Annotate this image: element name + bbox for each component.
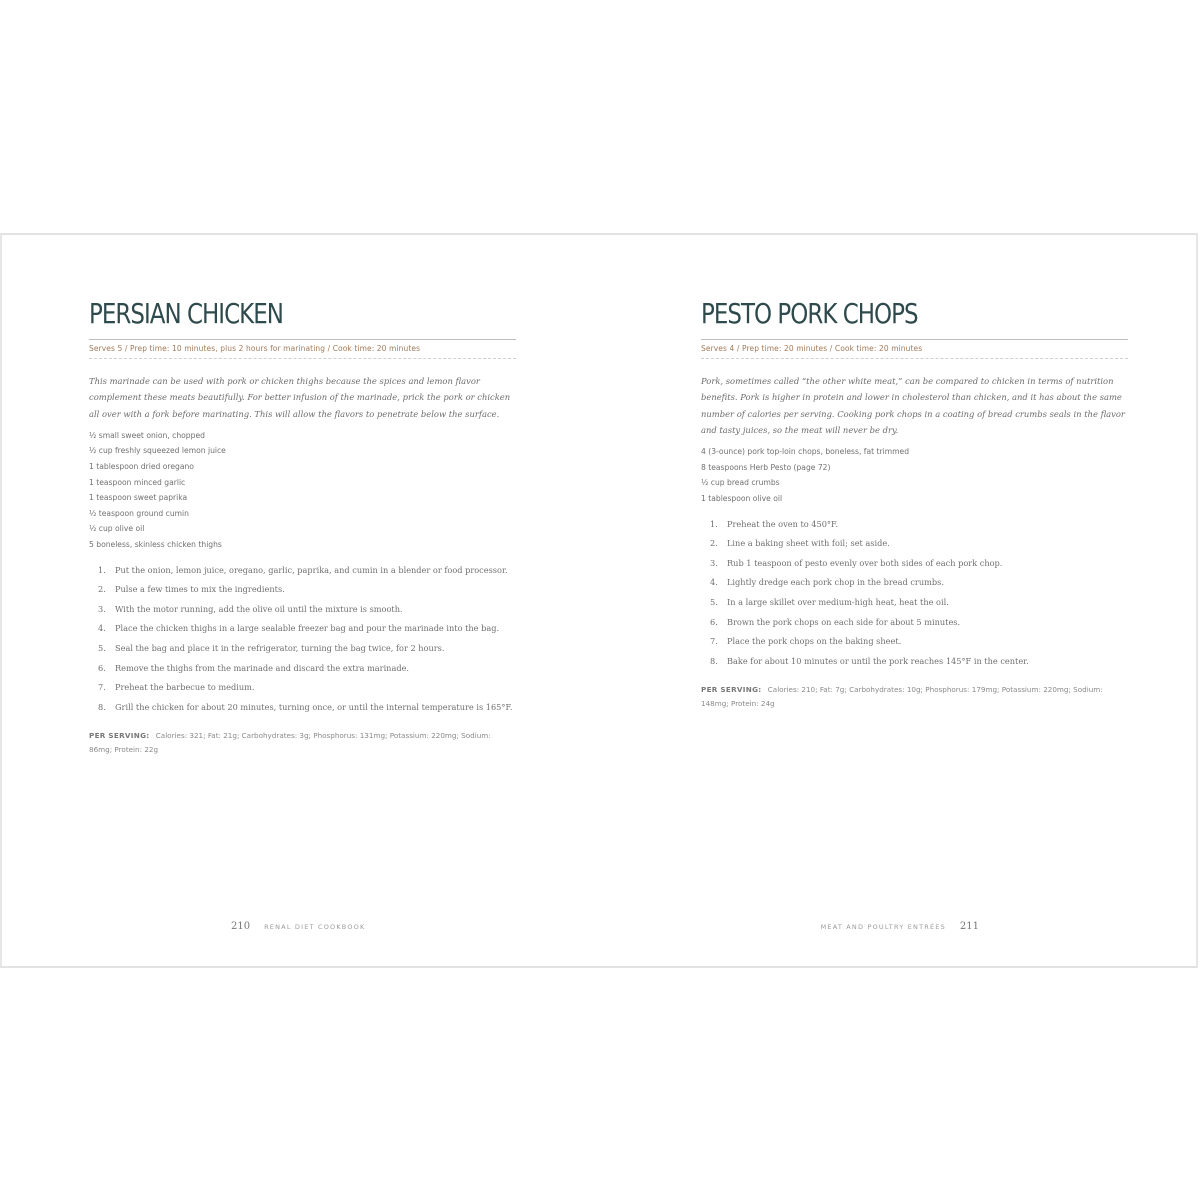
nutrition-label: PER SERVING: xyxy=(89,731,150,741)
step-number: 1. xyxy=(98,564,106,575)
ingredient-item: 1 tablespoon olive oil xyxy=(701,493,783,503)
step-text: Place the chicken thighs in a large sealable freezer bag and pour the marinade into the bag. xyxy=(115,623,500,634)
ingredient-item: 8 teaspoons Herb Pesto (page 72) xyxy=(701,462,831,472)
page-number: 210 xyxy=(231,921,251,932)
ingredient-list xyxy=(89,428,516,553)
step-number: 3. xyxy=(710,557,718,568)
recipe-meta: Serves 5 / Prep time: 10 minutes, plus 2 hours for marinating / Cook time: 20 minutes xyxy=(89,344,421,353)
ingredient-item: 4 (3-ounce) pork top-loin chops, boneless, fat trimmed xyxy=(701,447,910,457)
divider xyxy=(701,358,1128,359)
step-text: Bake for about 10 minutes or until the pork reaches 145°F in the center. xyxy=(727,655,1029,666)
step-number: 3. xyxy=(98,603,106,614)
step-item xyxy=(89,563,516,579)
step-list xyxy=(89,563,516,716)
recipe-persian-chicken xyxy=(89,297,516,757)
step-item xyxy=(701,615,1128,631)
page-footer xyxy=(231,921,365,932)
left-page xyxy=(2,235,602,966)
step-number: 6. xyxy=(710,616,718,627)
step-text: In a large skillet over medium-high heat, heat the oil. xyxy=(727,596,949,607)
recipe-pesto-pork-chops xyxy=(701,297,1128,711)
book-spread xyxy=(0,233,1198,968)
step-text: Preheat the barbecue to medium. xyxy=(115,682,255,693)
nutrition-values: Calories: 210; Fat: 7g; Carbohydrates: 10g; Phosphorus: 179mg; Potassium: 220mg; Sodium: 148mg; Protein: 24g xyxy=(701,685,1103,709)
step-number: 6. xyxy=(98,662,106,673)
step-text: Remove the thighs from the marinade and discard the extra marinade. xyxy=(115,662,410,673)
step-number: 1. xyxy=(710,518,718,529)
ingredient-list xyxy=(701,444,1128,506)
step-number: 8. xyxy=(98,701,106,712)
step-text: With the motor running, add the olive oil until the mixture is smooth. xyxy=(115,603,403,614)
right-page xyxy=(602,235,1200,966)
step-item xyxy=(89,621,516,637)
step-item xyxy=(701,556,1128,572)
ingredient-item: ½ cup freshly squeezed lemon juice xyxy=(89,446,226,456)
nutrition-info xyxy=(701,683,1128,711)
step-number: 7. xyxy=(98,682,106,693)
step-text: Place the pork chops on the baking sheet. xyxy=(727,636,902,647)
step-number: 5. xyxy=(98,643,106,654)
nutrition-info xyxy=(89,729,516,757)
running-head: RENAL DIET COOKBOOK xyxy=(264,922,366,931)
step-item xyxy=(89,661,516,677)
step-number: 2. xyxy=(98,584,106,595)
recipe-intro: Pork, sometimes called “the other white meat,” can be compared to chicken in terms of nutrition benefits. Pork is higher in protein and lower in cholesterol than chicken, and it has about the same number of calories per serving. Cooking pork chops in a coating of bread crumbs seals in the flavor and tasty juices, so the meat will never be dry. xyxy=(701,376,1125,435)
page-number: 211 xyxy=(959,921,979,932)
step-text: Brown the pork chops on each side for about 5 minutes. xyxy=(727,616,961,627)
ingredient-item: ½ small sweet onion, chopped xyxy=(89,430,205,440)
step-number: 4. xyxy=(98,623,106,634)
recipe-intro: This marinade can be used with pork or chicken thighs because the spices and lemon flavor complement these meats beautifully. For better infusion of the marinade, prick the pork or chicken all over with a fork before marinating. This will allow the flavors to penetrate below the surface. xyxy=(89,376,511,419)
divider xyxy=(89,358,516,359)
ingredient-item: 5 boneless, skinless chicken thighs xyxy=(89,540,222,550)
step-text: Lightly dredge each pork chop in the bread crumbs. xyxy=(727,577,944,588)
ingredient-item: 1 teaspoon sweet paprika xyxy=(89,493,188,503)
step-item xyxy=(701,654,1128,670)
recipe-title: PESTO PORK CHOPS xyxy=(701,297,918,330)
step-number: 4. xyxy=(710,577,718,588)
step-text: Preheat the oven to 450°F. xyxy=(727,518,838,529)
recipe-meta: Serves 4 / Prep time: 20 minutes / Cook time: 20 minutes xyxy=(701,344,923,353)
ingredient-item: ½ cup bread crumbs xyxy=(701,478,780,488)
ingredient-item: 1 tablespoon dried oregano xyxy=(89,462,194,472)
ingredient-item: ½ teaspoon ground cumin xyxy=(89,508,189,518)
step-item xyxy=(701,575,1128,591)
step-item xyxy=(89,582,516,598)
step-text: Pulse a few times to mix the ingredients. xyxy=(115,584,285,595)
step-item xyxy=(89,680,516,696)
step-item xyxy=(89,700,516,716)
step-item xyxy=(701,634,1128,650)
step-number: 5. xyxy=(710,596,718,607)
nutrition-label: PER SERVING: xyxy=(701,685,762,695)
nutrition-values: Calories: 321; Fat: 21g; Carbohydrates: 3g; Phosphorus: 131mg; Potassium: 220mg; Sodium: 86mg; Protein: 22g xyxy=(89,731,491,755)
running-head: MEAT AND POULTRY ENTRÉES xyxy=(820,922,946,931)
step-text: Line a baking sheet with foil; set aside. xyxy=(727,538,890,549)
step-item xyxy=(89,641,516,657)
page-footer xyxy=(821,921,979,932)
step-number: 8. xyxy=(710,655,718,666)
step-text: Grill the chicken for about 20 minutes, turning once, or until the internal temperature is 165°F. xyxy=(115,701,513,712)
step-text: Put the onion, lemon juice, oregano, garlic, paprika, and cumin in a blender or food processor. xyxy=(115,564,508,575)
step-number: 7. xyxy=(710,636,718,647)
step-item xyxy=(701,595,1128,611)
ingredient-item: ½ cup olive oil xyxy=(89,524,145,534)
step-list xyxy=(701,517,1128,670)
recipe-title: PERSIAN CHICKEN xyxy=(89,297,283,330)
step-item xyxy=(89,602,516,618)
step-number: 2. xyxy=(710,538,718,549)
step-item xyxy=(701,517,1128,533)
ingredient-item: 1 teaspoon minced garlic xyxy=(89,477,186,487)
step-text: Rub 1 teaspoon of pesto evenly over both sides of each pork chop. xyxy=(727,557,1003,568)
step-text: Seal the bag and place it in the refrigerator, turning the bag twice, for 2 hours. xyxy=(115,643,445,654)
step-item xyxy=(701,536,1128,552)
